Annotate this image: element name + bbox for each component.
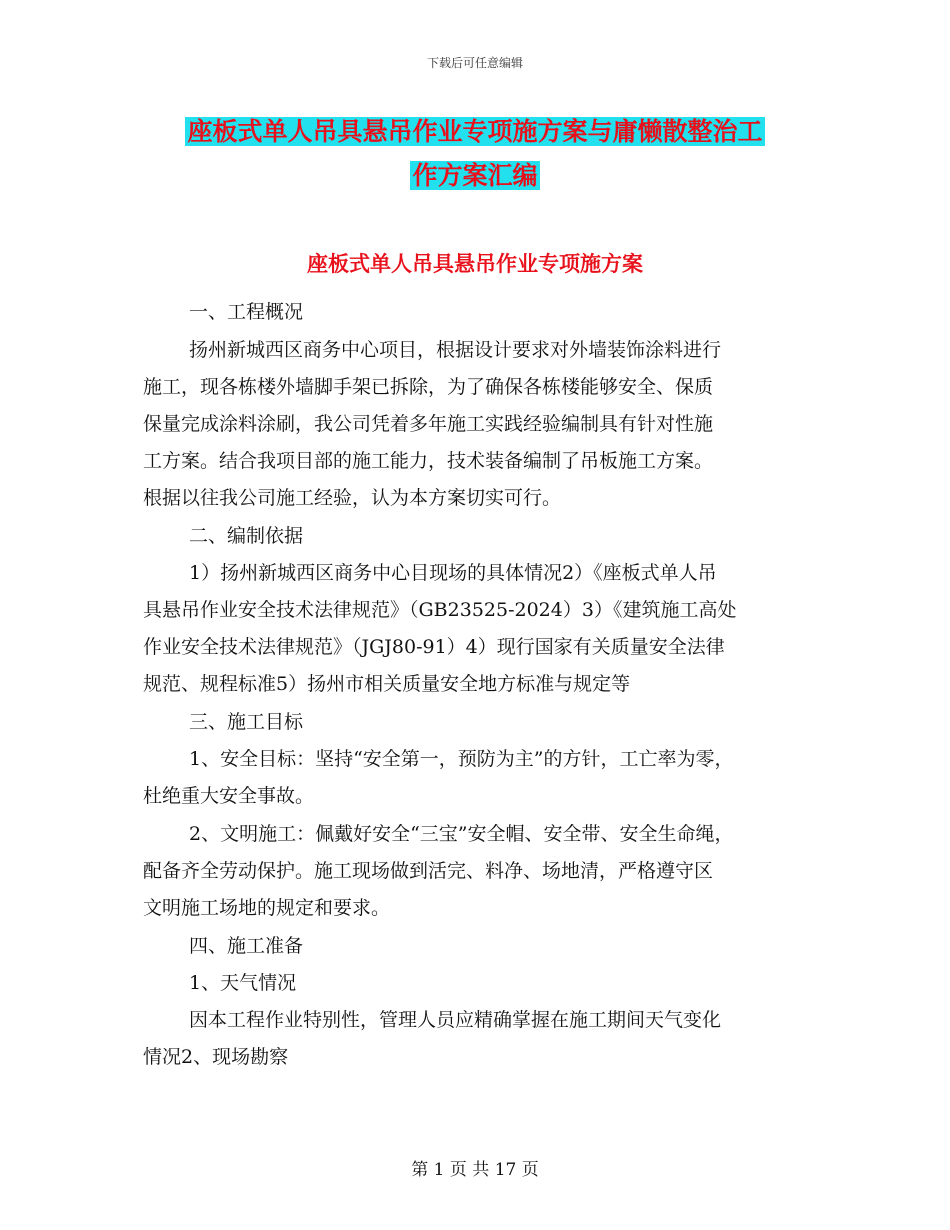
paragraph-line: 文明施工场地的规定和要求。 (143, 897, 391, 919)
heading-construction-preparation: 四、施工准备 (189, 935, 304, 957)
paragraph-line: 扬州新城西区商务中心项目，根据设计要求对外墙装饰涂料进行 (189, 339, 722, 361)
paragraph-line: 作业安全技术法律规范》（JGJ80-91）4）现行国家有关质量安全法律 (143, 636, 725, 658)
document-title-text-2: 作方案汇编 (412, 161, 538, 190)
paragraph-line: 杜绝重大安全事故。 (143, 785, 315, 807)
subheading-weather: 1、天气情况 (189, 972, 297, 994)
paragraph-line: 保量完成涂料涂刷，我公司凭着多年施工实践经验编制具有针对性施 (143, 413, 714, 435)
page-footer: 第 1 页 共 17 页 (411, 1160, 539, 1180)
document-title-text-1: 座板式单人吊具悬吊作业专项施方案与庸懒散整治工 (187, 117, 763, 146)
document-title-line-1 (0, 112, 950, 148)
paragraph-line: 1）扬州新城西区商务中心目现场的具体情况2）《座板式单人吊 (189, 562, 717, 584)
paragraph-line: 2、文明施工：佩戴好安全“三宝”安全帽、安全带、安全生命绳， (189, 823, 734, 845)
heading-construction-goals: 三、施工目标 (189, 711, 304, 733)
document-title-line-2 (0, 156, 950, 192)
section-title: 座板式单人吊具悬吊作业专项施方案 (307, 252, 643, 276)
paragraph-line: 配备齐全劳动保护。施工现场做到活完、料净、场地清，严格遵守区 (143, 860, 714, 882)
heading-project-overview: 一、工程概况 (189, 301, 304, 323)
paragraph-line: 规范、规程标准5）扬州市相关质量安全地方标准与规定等 (143, 673, 631, 695)
paragraph-line: 施工，现各栋楼外墙脚手架已拆除，为了确保各栋楼能够安全、保质 (143, 376, 714, 398)
paragraph-line: 工方案。结合我项目部的施工能力，技术装备编制了吊板施工方案。 (143, 450, 714, 472)
heading-compilation-basis: 二、编制依据 (189, 525, 304, 547)
paragraph-line: 情况2、现场勘察 (143, 1046, 289, 1068)
paragraph-line: 根据以往我公司施工经验，认为本方案切实可行。 (143, 487, 562, 509)
paragraph-line: 1、安全目标：坚持“安全第一，预防为主”的方针，工亡率为零， (189, 748, 734, 770)
page-header: 下载后可任意编辑 (426, 56, 523, 70)
paragraph-line: 具悬吊作业安全技术法律规范》（GB23525-2024）3）《建筑施工高处 (143, 599, 737, 621)
paragraph-line: 因本工程作业特别性，管理人员应精确掌握在施工期间天气变化 (189, 1009, 722, 1031)
